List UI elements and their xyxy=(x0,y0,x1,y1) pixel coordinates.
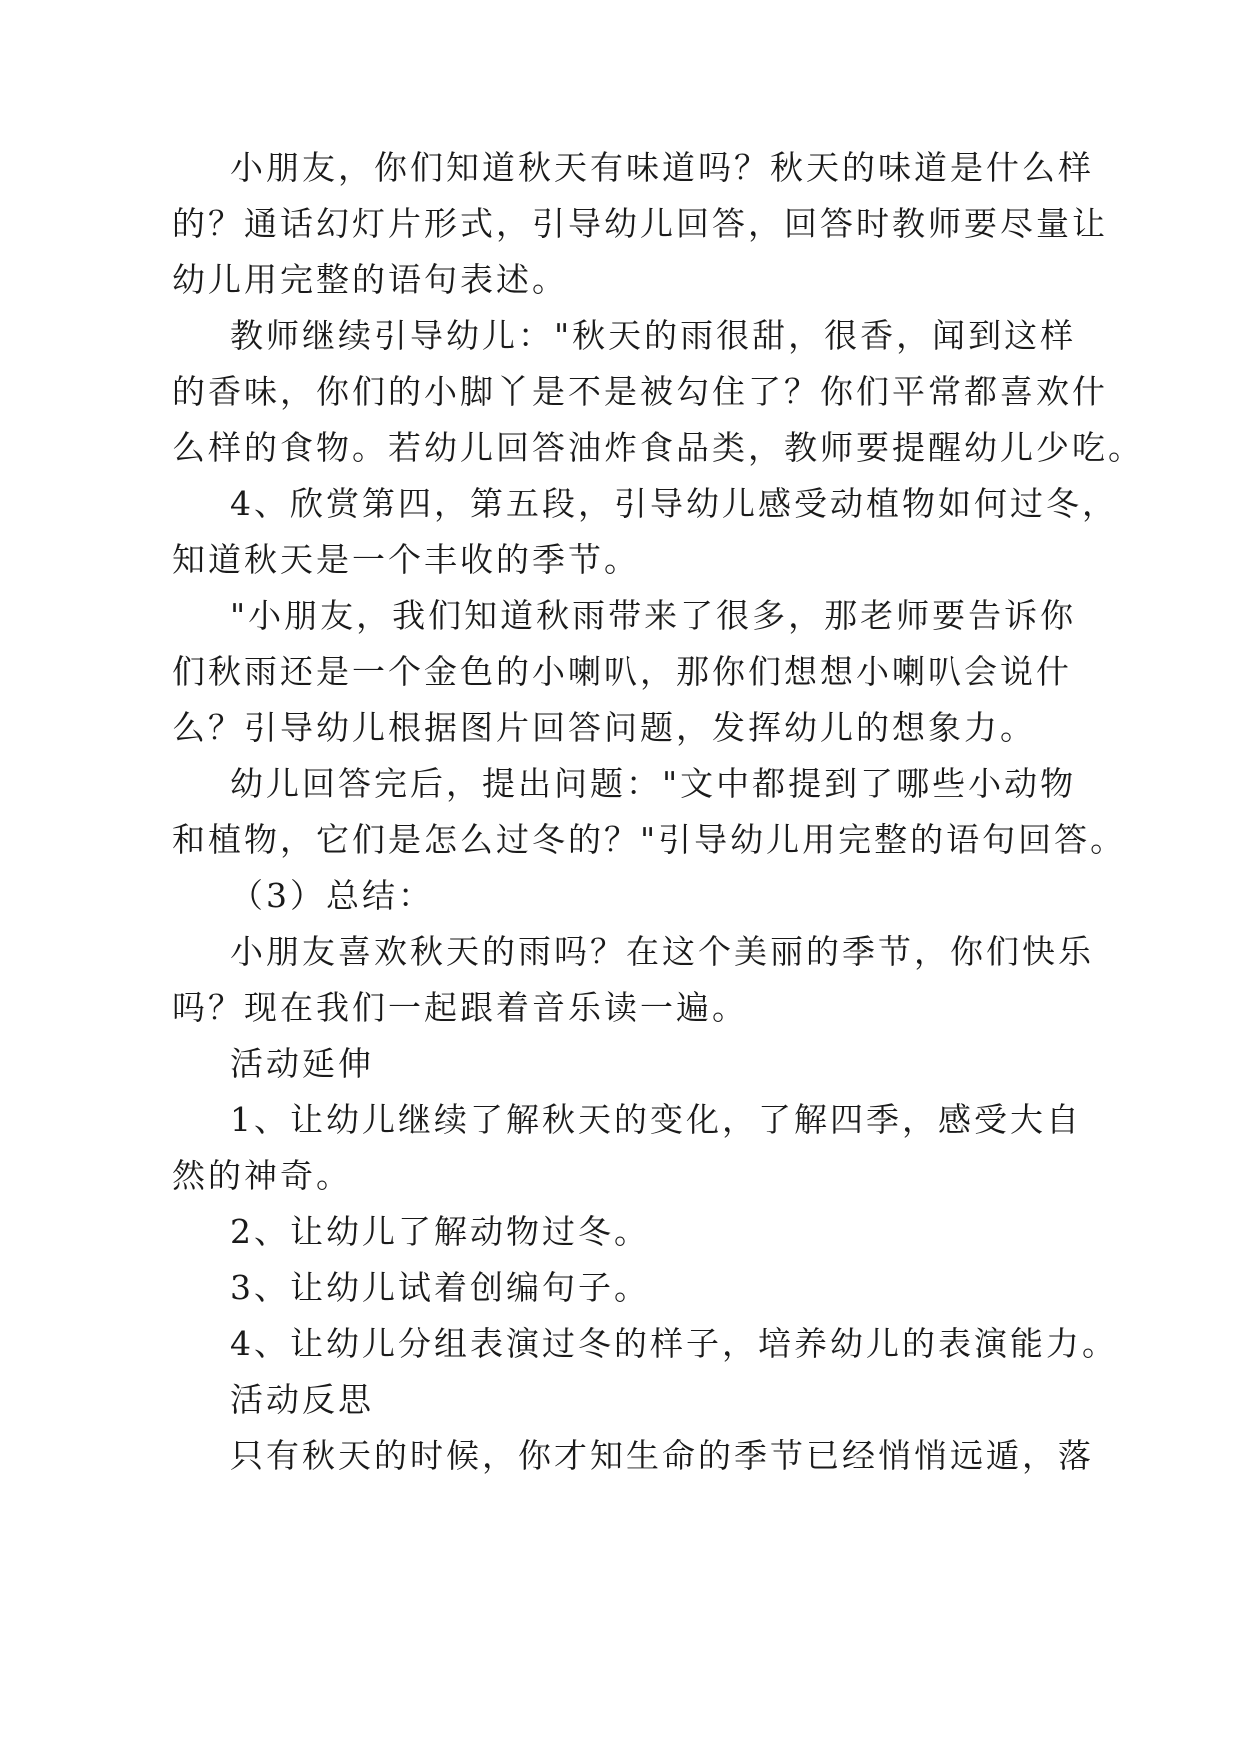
text-line: 的？通话幻灯片形式，引导幼儿回答，回答时教师要尽量让 xyxy=(172,204,1108,243)
text-line: 幼儿用完整的语句表述。 xyxy=(172,260,568,299)
text-line: "小朋友，我们知道秋雨带来了很多，那老师要告诉你 xyxy=(230,596,1077,635)
text-line: 么样的食物。若幼儿回答油炸食品类，教师要提醒幼儿少吃。 xyxy=(172,428,1144,467)
text-line: 和植物，它们是怎么过冬的？"引导幼儿用完整的语句回答。 xyxy=(172,820,1127,859)
text-line: 吗？现在我们一起跟着音乐读一遍。 xyxy=(172,988,748,1027)
text-line: 们秋雨还是一个金色的小喇叭，那你们想想小喇叭会说什 xyxy=(172,652,1072,691)
text-line: 然的神奇。 xyxy=(172,1156,352,1195)
text-line: 只有秋天的时候，你才知生命的季节已经悄悄远遁，落 xyxy=(230,1436,1094,1475)
text-line: 的香味，你们的小脚丫是不是被勾住了？你们平常都喜欢什 xyxy=(172,372,1108,411)
text-line: 知道秋天是一个丰收的季节。 xyxy=(172,540,640,579)
text-line: 幼儿回答完后，提出问题："文中都提到了哪些小动物 xyxy=(230,764,1077,803)
text-line: 3、让幼儿试着创编句子。 xyxy=(230,1268,650,1307)
text-line: 4、欣赏第四，第五段，引导幼儿感受动植物如何过冬， xyxy=(230,484,1118,523)
text-line: 1、让幼儿继续了解秋天的变化，了解四季，感受大自 xyxy=(230,1100,1082,1139)
section-heading: 活动延伸 xyxy=(230,1044,374,1083)
section-heading: （3）总结： xyxy=(230,876,434,915)
text-line: 教师继续引导幼儿："秋天的雨很甜，很香，闻到这样 xyxy=(230,316,1077,355)
text-line: 4、让幼儿分组表演过冬的样子，培养幼儿的表演能力。 xyxy=(230,1324,1118,1363)
section-heading: 活动反思 xyxy=(230,1380,374,1419)
text-line: 么？引导幼儿根据图片回答问题，发挥幼儿的想象力。 xyxy=(172,708,1036,747)
text-line: 小朋友，你们知道秋天有味道吗？秋天的味道是什么样 xyxy=(230,148,1094,187)
text-line: 2、让幼儿了解动物过冬。 xyxy=(230,1212,650,1251)
text-line: 小朋友喜欢秋天的雨吗？在这个美丽的季节，你们快乐 xyxy=(230,932,1094,971)
